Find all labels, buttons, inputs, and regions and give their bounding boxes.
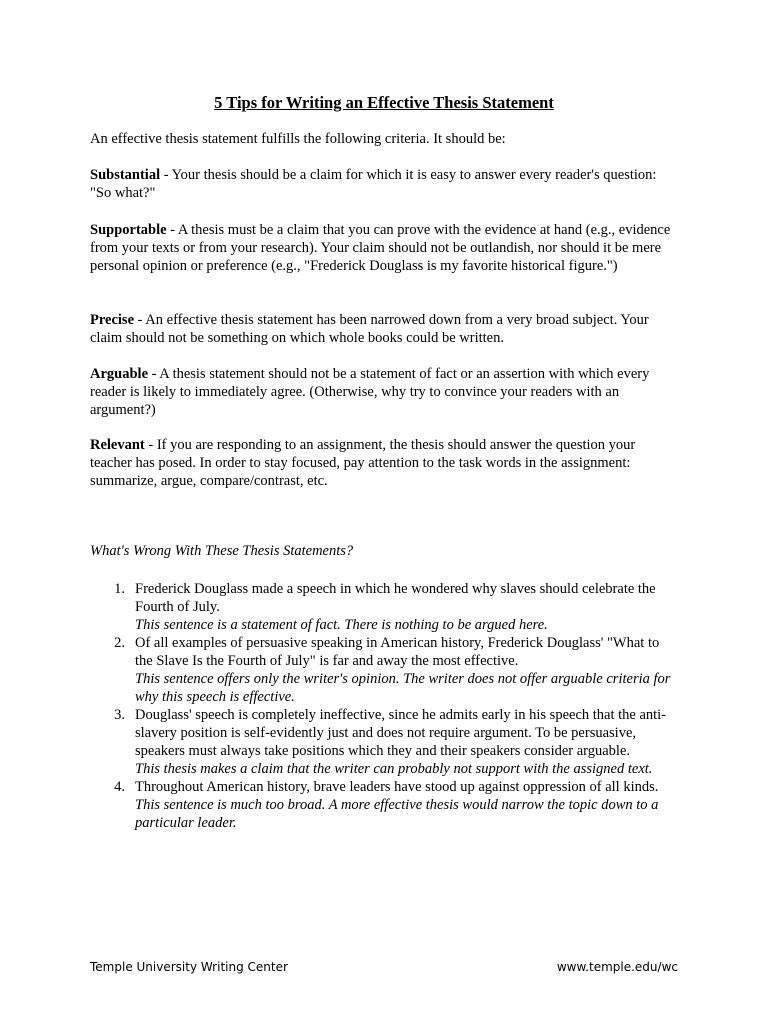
question-heading: What's Wrong With These Thesis Statements? (90, 543, 354, 559)
criterion-arguable (90, 365, 680, 419)
criterion-precise (90, 311, 680, 347)
example-statement: Of all examples of persuasive speaking in American history, Frederick Douglass' "What to the Slave Is the Fourth of July" is far and away the most effective. (135, 635, 660, 669)
list-item (90, 778, 680, 832)
item-number: 2. (114, 635, 125, 651)
example-comment: This thesis makes a claim that the writer can probably not support with the assigned text. (135, 761, 653, 777)
criterion-supportable (90, 221, 680, 275)
list-item (90, 706, 680, 778)
criterion-substantial (90, 166, 680, 202)
criterion-term: Arguable (90, 366, 148, 382)
example-statement: Douglass' speech is completely ineffective, since he admits early in his speech that the anti-slavery position is self-evidently just and does not require argument. To be persuasive, speakers must always take positions which they and their speakers consider arguable. (135, 707, 667, 759)
criterion-text: - A thesis must be a claim that you can prove with the evidence at hand (e.g., evidence from your texts or from your research). Your claim should not be outlandish, nor should it be mere personal opinion or preference (e.g., "Frederick Douglass is my favorite historical figure.") (90, 222, 671, 274)
intro-text: An effective thesis statement fulfills the following criteria. It should be: (90, 131, 506, 147)
criterion-text: - A thesis statement should not be a statement of fact or an assertion with which every reader is likely to immediately agree. (Otherwise, why try to convince your readers with an argument?) (90, 366, 650, 418)
criterion-text: - Your thesis should be a claim for which it is easy to answer every reader's question: "So what?" (90, 167, 657, 201)
list-item (90, 580, 680, 634)
example-statement: Frederick Douglass made a speech in which he wondered why slaves should celebrate the Fourth of July. (135, 581, 656, 615)
criterion-text: - If you are responding to an assignment, the thesis should answer the question your teacher has posed. In order to stay focused, pay attention to the task words in the assignment: summarize, argue, compare/contrast, etc. (90, 437, 636, 489)
criterion-term: Supportable (90, 222, 167, 238)
item-number: 4. (114, 779, 125, 795)
intro-paragraph (90, 130, 680, 148)
footer-organization: Temple University Writing Center (90, 960, 288, 974)
example-comment: This sentence offers only the writer's opinion. The writer does not offer arguable criteria for why this speech is effective. (135, 671, 671, 705)
document-title: 5 Tips for Writing an Effective Thesis Statement (214, 93, 554, 112)
criterion-term: Relevant (90, 437, 145, 453)
list-item (90, 634, 680, 706)
criterion-term: Substantial (90, 167, 161, 183)
footer-website: www.temple.edu/wc (556, 960, 678, 974)
example-comment: This sentence is a statement of fact. There is nothing to be argued here. (135, 617, 548, 633)
criterion-text: - An effective thesis statement has been narrowed down from a very broad subject. Your claim should not be something on which whole books could be written. (90, 312, 649, 346)
example-comment: This sentence is much too broad. A more effective thesis would narrow the topic down to a particular leader. (135, 797, 659, 831)
example-statement: Throughout American history, brave leaders have stood up against oppression of all kinds. (135, 779, 659, 795)
criterion-term: Precise (90, 312, 135, 328)
item-number: 1. (114, 581, 125, 597)
item-number: 3. (114, 707, 125, 723)
examples-list (90, 580, 680, 832)
criterion-relevant (90, 436, 680, 490)
